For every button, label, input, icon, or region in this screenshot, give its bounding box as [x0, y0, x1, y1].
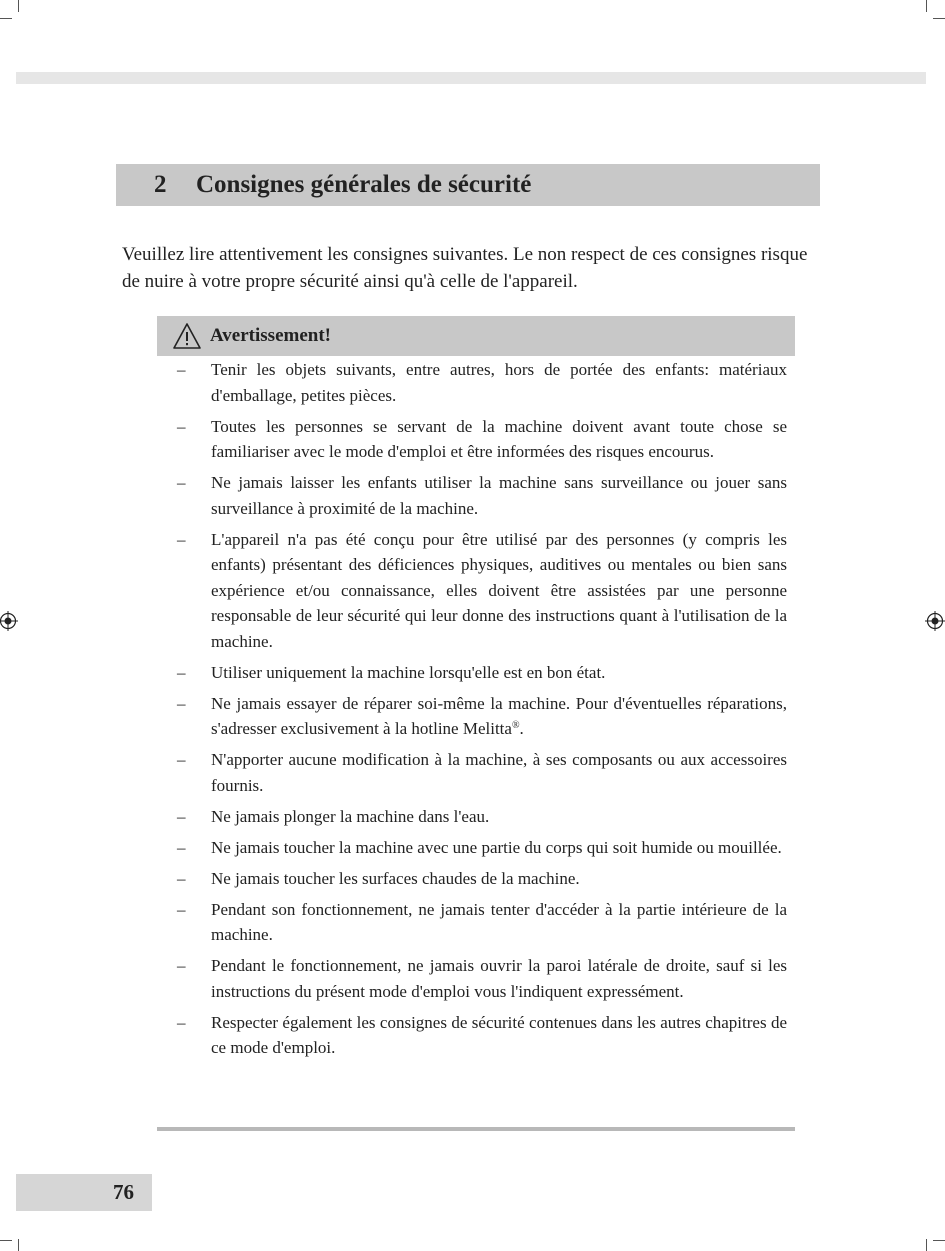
list-item-text: Ne jamais toucher la machine avec une partie du corps qui soit humide ou mouillée.: [211, 837, 782, 857]
list-bullet: –: [177, 693, 186, 713]
list-bullet: –: [177, 360, 186, 379]
list-item-text: Ne jamais essayer de réparer soi-même la machine. Pour d'éventuelles réparations, s'adresser exclusivement à la hotline Melitta: [211, 693, 787, 738]
intro-paragraph: Veuillez lire attentivement les consignes suivantes. Le non respect de ces consignes risque de nuire à votre propre sécurité ainsi qu'à celle de l'appareil.: [122, 244, 808, 292]
list-item: [157, 953, 795, 1004]
registration-mark-icon: [0, 611, 18, 631]
bottom-rule: [157, 1127, 795, 1131]
list-item-text: Utiliser uniquement la machine lorsqu'elle est en bon état.: [211, 662, 606, 682]
list-bullet: –: [177, 806, 186, 826]
crop-mark: [0, 1240, 12, 1241]
warning-list: [157, 357, 795, 1066]
registered-mark: ®: [511, 720, 520, 731]
list-item-text: Pendant le fonctionnement, ne jamais ouvrir la paroi latérale de droite, sauf si les instructions du présent mode d'emploi vous l'indiquent expressément.: [211, 956, 787, 1001]
crop-mark: [926, 0, 927, 12]
crop-mark: [933, 1240, 945, 1241]
crop-mark: [933, 18, 945, 19]
page-number-box: [16, 1174, 152, 1211]
list-bullet: –: [177, 750, 186, 769]
registration-mark-icon: [925, 611, 945, 631]
warning-header: [157, 316, 795, 356]
list-item-period: .: [519, 719, 524, 738]
list-item: [157, 470, 795, 521]
list-bullet: –: [177, 837, 186, 857]
crop-mark: [926, 1239, 927, 1251]
list-item: [157, 660, 795, 686]
section-number: 2: [154, 171, 167, 198]
list-bullet: –: [177, 416, 186, 436]
list-item-text: Tenir les objets suivants, entre autres, hors de portée des enfants: matériaux d'emballage, petites pièces.: [211, 360, 787, 405]
list-bullet: –: [177, 1012, 186, 1032]
list-item-text: Ne jamais toucher les surfaces chaudes de la machine.: [211, 868, 580, 888]
list-bullet: –: [177, 529, 186, 549]
crop-mark: [18, 1239, 19, 1251]
list-item-text: Ne jamais laisser les enfants utiliser la machine sans surveillance ou jouer sans surveillance à proximité de la machine.: [211, 473, 787, 518]
list-item: [157, 747, 795, 798]
list-item: [157, 866, 795, 892]
list-bullet: –: [177, 956, 186, 975]
list-item-text: Respecter également les consignes de sécurité contenues dans les autres chapitres de ce mode d'emploi.: [211, 1012, 787, 1057]
list-item-text: Ne jamais plonger la machine dans l'eau.: [211, 806, 490, 826]
list-bullet: –: [177, 868, 186, 888]
list-item: [157, 527, 795, 655]
list-item: [157, 414, 795, 465]
section-title: Consignes générales de sécurité: [196, 171, 532, 198]
warning-title: Avertissement!: [210, 325, 331, 346]
top-bar: [16, 72, 926, 84]
list-item: [157, 1010, 795, 1061]
crop-mark: [18, 0, 19, 12]
list-item: [157, 835, 795, 861]
list-item: [157, 804, 795, 830]
list-item: [157, 691, 795, 742]
section-header: [116, 164, 820, 206]
list-item-text: Pendant son fonctionnement, ne jamais tenter d'accéder à la partie intérieure de la machine.: [211, 899, 787, 944]
list-bullet: –: [177, 473, 186, 492]
list-item-text: Toutes les personnes se servant de la machine doivent avant toute chose se familiariser avec le mode d'emploi et être informées des risques encourus.: [211, 416, 787, 461]
list-item: [157, 897, 795, 948]
list-item-text: L'appareil n'a pas été conçu pour être utilisé par des personnes (y compris les enfants) présentant des déficiences physiques, auditives ou mentales ou bien sans expérience et/ou connaissance, elles doivent être assistées par une personne responsable de leur sécurité qui leur donne des instructions quant à l'utilisation de la machine.: [211, 529, 787, 651]
crop-mark: [0, 18, 12, 19]
list-item-text: N'apporter aucune modification à la machine, à ses composants ou aux accessoires fournis.: [211, 750, 787, 795]
list-item: [157, 357, 795, 408]
list-bullet: –: [177, 662, 186, 682]
page-number: 76: [113, 1180, 134, 1204]
list-bullet: –: [177, 899, 186, 919]
warning-triangle-icon: [172, 321, 202, 351]
